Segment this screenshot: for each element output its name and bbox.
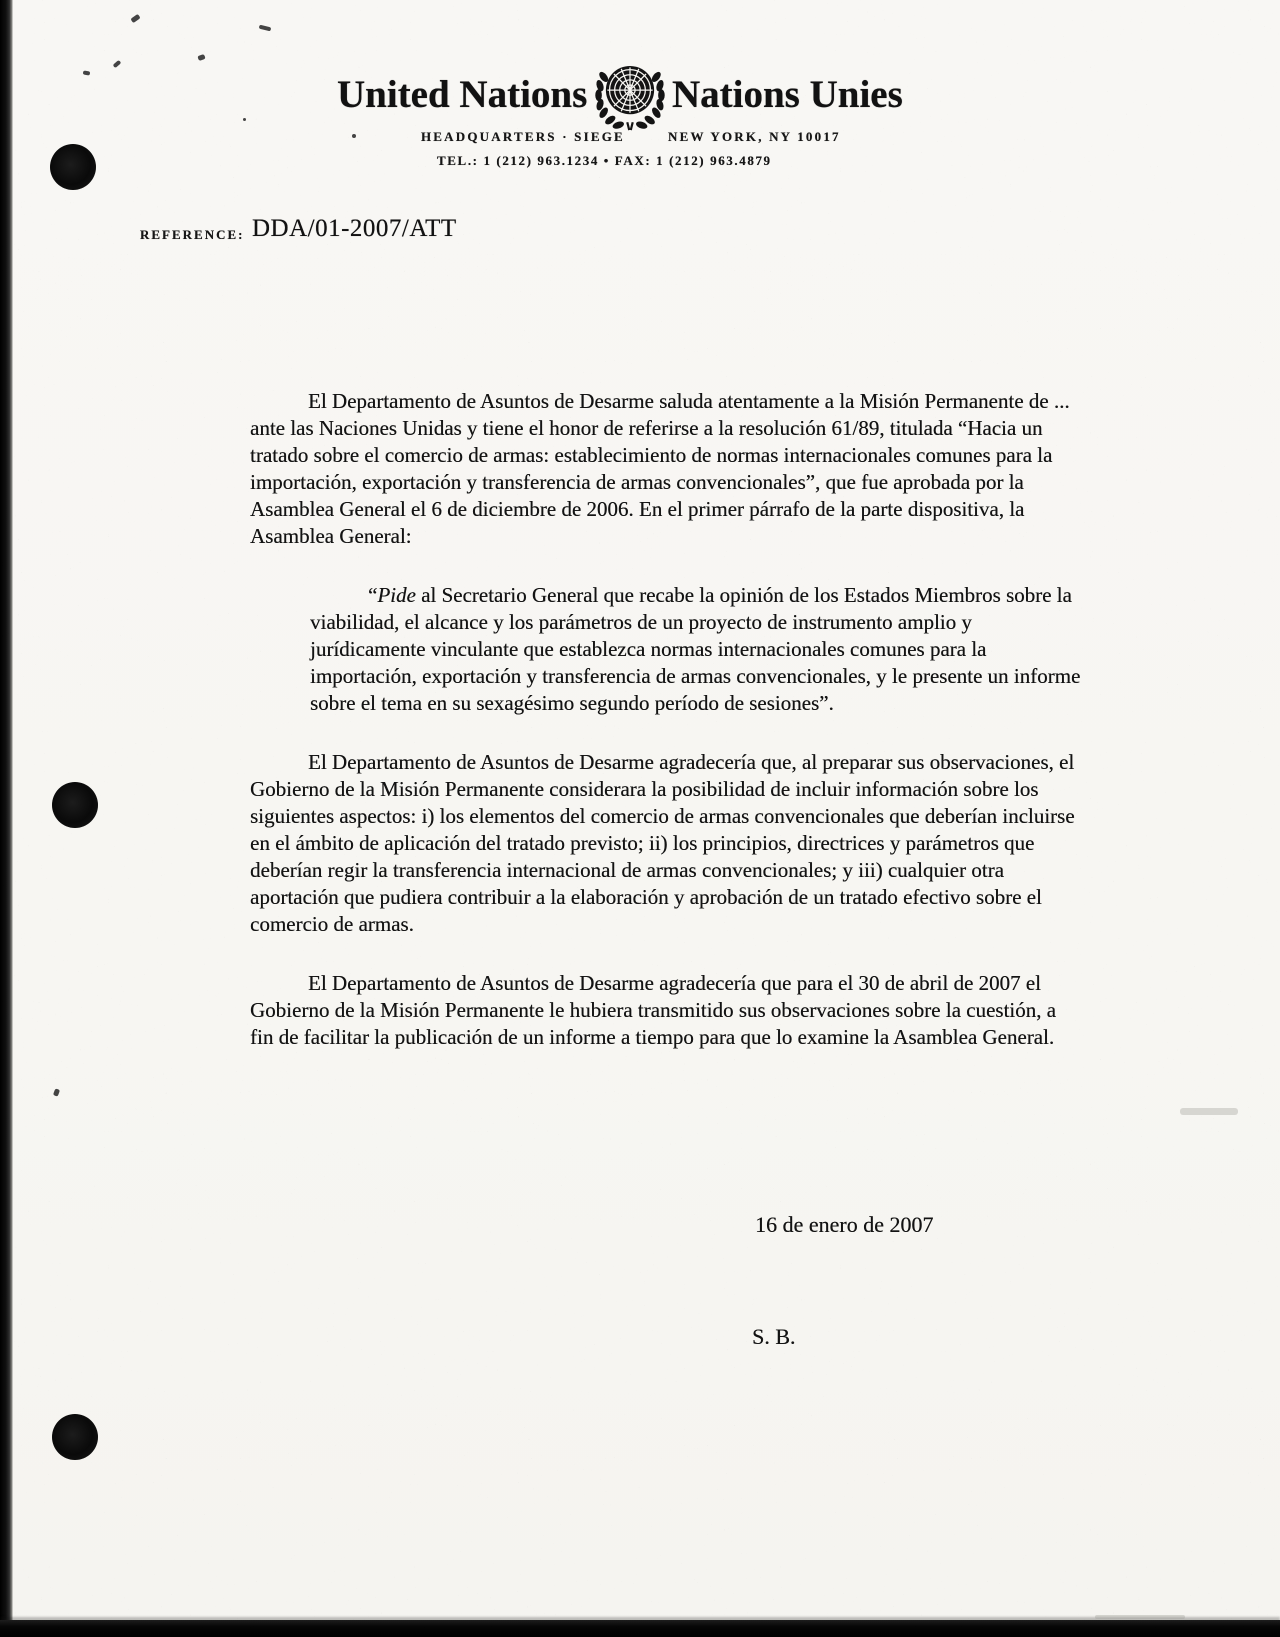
opening-paragraph: El Departamento de Asuntos de Desarme saluda atentamente a la Misión Permanente de ... ante las Naciones Unidas y tiene el honor de referirse a la resolución 61/89, titulada “Hacia un tratado sobre el comercio de armas: establecimiento de normas internacionales comunes para la importación, exportación y transferencia de armas convencionales”, que fue aprobada por la Asamblea General el 6 de diciembre de 2006. En el primer párrafo de la parte dispositiva, la Asamblea General: [250,389,1070,548]
letter-body [250,388,1084,1051]
org-name-english: United Nations [337,73,588,116]
scan-smudge [1180,1108,1238,1115]
un-emblem-icon [593,55,667,131]
quoted-resolution-paragraph [310,582,1082,717]
city-label: NEW YORK, NY 10017 [668,129,841,144]
dust-speck [352,134,356,138]
quote-open-mark: “ [368,583,378,607]
signature-initials: S. B. [752,1324,796,1349]
quote-italic-word: Pide [377,583,416,607]
punch-hole-middle [52,782,98,828]
telephone-fax-line: TEL.: 1 (212) 963.1234 • FAX: 1 (212) 963.4879 [437,153,772,168]
punch-hole-bottom [52,1414,98,1460]
dust-speck [243,118,246,121]
deadline-paragraph: El Departamento de Asuntos de Desarme agradecería que para el 30 de abril de 2007 el Gobierno de la Misión Permanente le hubiera transmitido sus observaciones sobre la cuestión, a fin de facilitar la publicación de un informe a tiempo para que lo examine la Asamblea General. [250,971,1056,1049]
scan-smudge [1095,1615,1185,1619]
request-details-paragraph: El Departamento de Asuntos de Desarme agradecería que, al preparar sus observaciones, el Gobierno de la Misión Permanente considerara la posibilidad de incluir información sobre los siguientes aspectos: i) los elementos del comercio de armas convencionales que deberían incluirse en el ámbito de aplicación del tratado previsto; ii) los principios, directrices y parámetros que deberían regir la transferencia internacional de armas convencionales; y iii) cualquier otra aportación que pudiera contribuir a la elaboración y aprobación de un tratado efectivo sobre el comercio de armas. [250,750,1075,936]
org-name-french: Nations Unies [672,73,903,116]
dust-speck [259,25,272,32]
dust-speck [197,54,205,61]
reference-number: DDA/01-2007/ATT [252,215,457,242]
dust-speck [83,70,91,75]
reference-label: REFERENCE: [140,227,245,242]
scan-edge-bottom-artifact [0,1620,1280,1637]
letter-date: 16 de enero de 2007 [755,1212,934,1237]
scan-edge-left-artifact [0,0,13,1637]
headquarters-label: HEADQUARTERS · SIEGE [421,129,625,144]
punch-hole-top [50,144,96,190]
quote-text: al Secretario General que recabe la opinión de los Estados Miembros sobre la viabilidad, el alcance y los parámetros de un proyecto de instrumento amplio y jurídicamente vinculante que establezca normas internacionales comunes para la importación, exportación y transferencia de armas convencionales, y le presente un informe sobre el tema en su sexagésimo segundo período de sesiones”. [310,583,1081,715]
dust-speck [113,60,122,68]
dust-speck [53,1088,60,1096]
dust-speck [130,14,140,23]
